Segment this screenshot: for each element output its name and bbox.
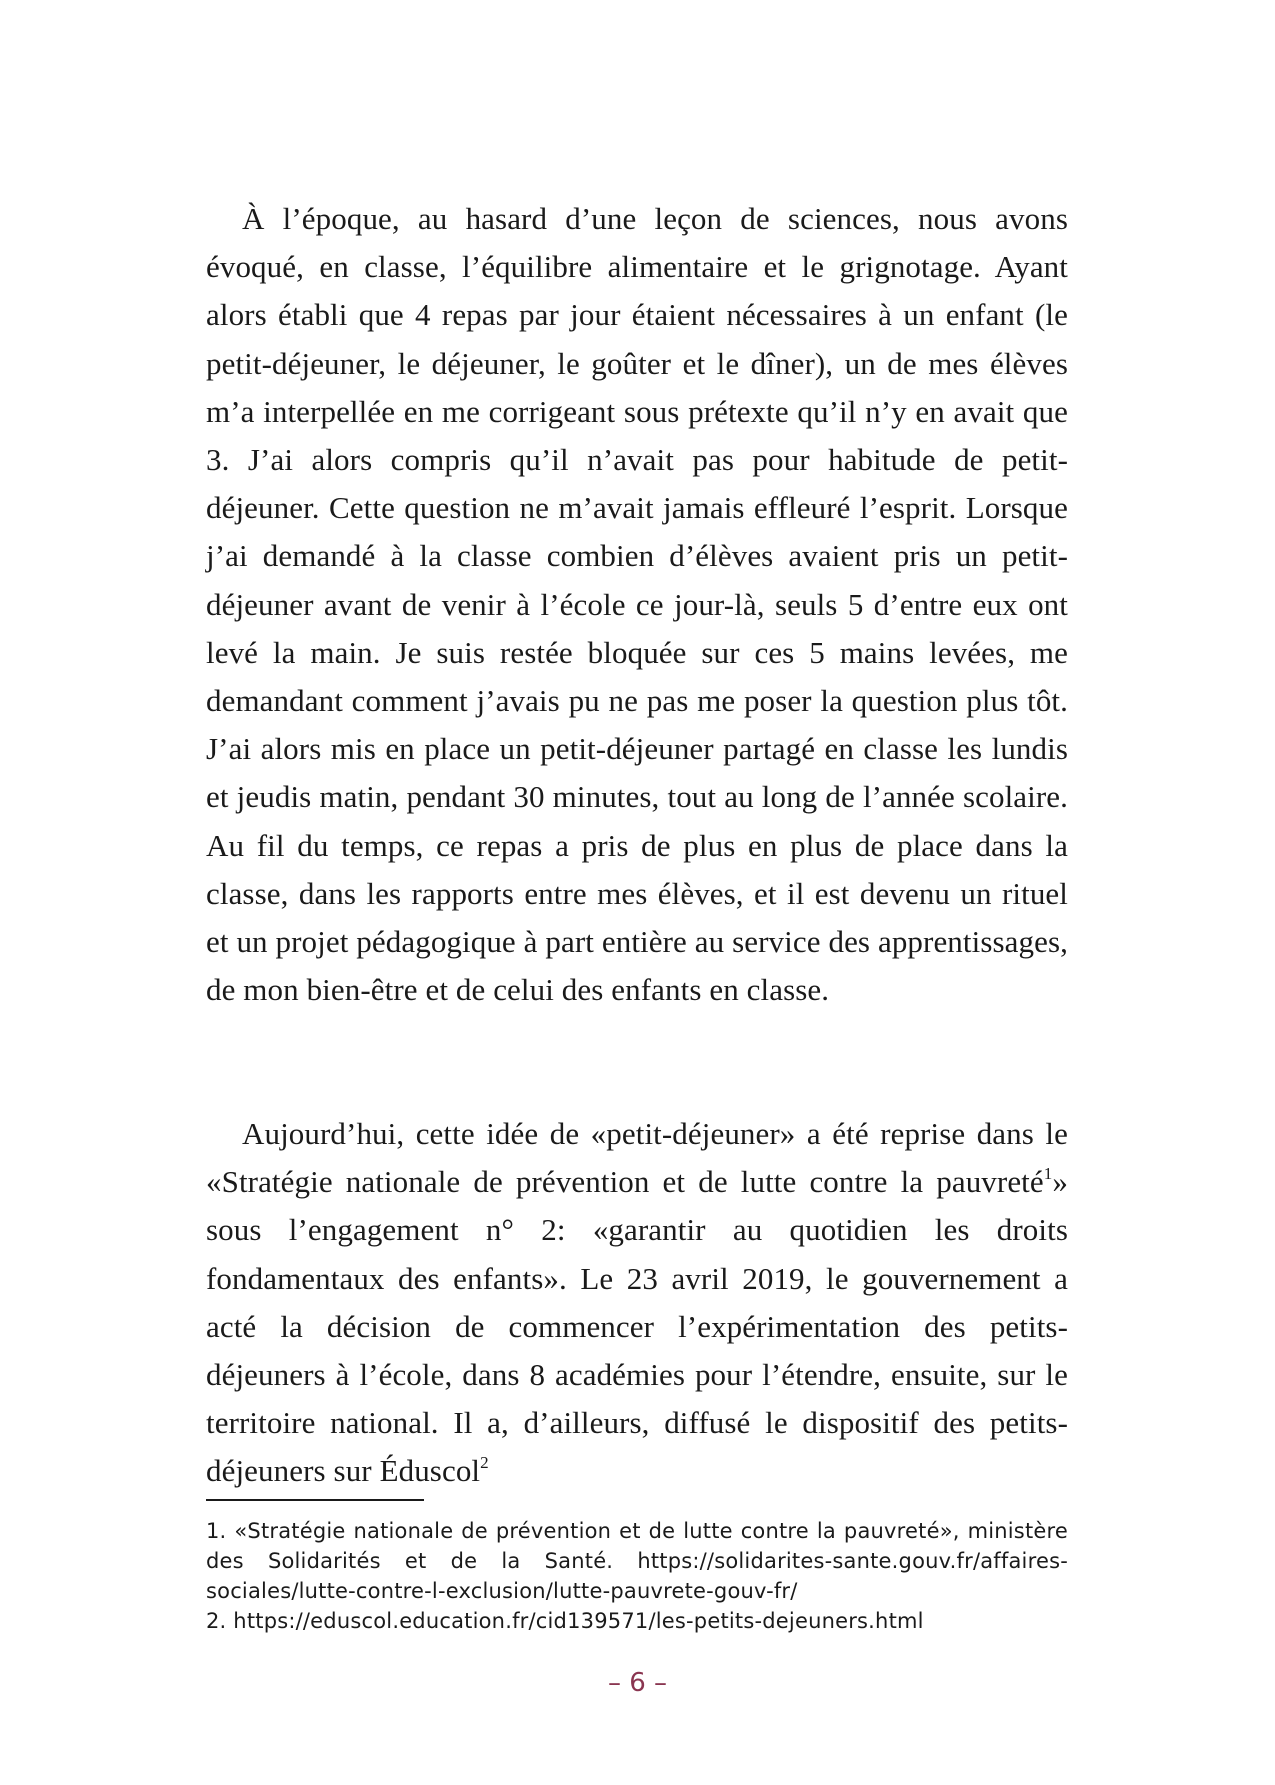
- page-number-value: 6: [629, 1668, 646, 1698]
- paragraph-text: [206, 1110, 1068, 1496]
- page-number-dash-right: –: [654, 1668, 668, 1698]
- footnote-ref-2[interactable]: 2: [480, 1453, 489, 1473]
- paragraph-text-part-1: Aujourd’hui, cette idée de «petit-déjeuner» a été reprise dans le «Stratégie nationale de prévention et de lutte contre la pauvreté: [206, 1116, 1068, 1200]
- page-number: [0, 1668, 1275, 1698]
- paragraph-text: À l’époque, au hasard d’une leçon de sciences, nous avons évoqué, en classe, l’équilibre alimentaire et le grignotage. Ayant alors établi que 4 repas par jour étaient nécessaires à un enfant (le petit-déjeuner, le déjeuner, le goûter et le dîner), un de mes élèves m’a interpellée en me corrigeant sous prétexte qu’il n’y en avait que 3. J’ai alors compris qu’il n’avait pas pour habitude de petit-déjeuner. Cette question ne m’avait jamais effleuré l’esprit. Lorsque j’ai demandé à la classe combien d’élèves avaient pris un petit-déjeuner avant de venir à l’école ce jour-là, seuls 5 d’entre eux ont levé la main. Je suis restée bloquée sur ces 5 mains levées, me demandant comment j’avais pu ne pas me poser la question plus tôt. J’ai alors mis en place un petit-déjeuner partagé en classe les lundis et jeudis matin, pendant 30 minutes, tout au long de l’année scolaire. Au fil du temps, ce repas a pris de plus en plus de place dans la classe, dans les rapports entre mes élèves, et il est devenu un rituel et un projet pédagogique à part entière au service des apprentissages, de mon bien-être et de celui des enfants en classe.: [206, 201, 1068, 1008]
- page-number-dash-left: –: [607, 1668, 621, 1698]
- body-paragraph-2: [206, 1110, 1068, 1496]
- paragraph-text-part-2: » sous l’engagement n° 2: «garantir au quotidien les droits fondamentaux des enfants». Le 23 avril 2019, le gouvernement a acté la décision de commencer l’expérimentation des petits-déjeuners à l’école, dans 8 académies pour l’étendre, ensuite, sur le territoire national. Il a, d’ailleurs, diffusé le dispositif des petits-déjeuners sur Éduscol: [206, 1164, 1068, 1489]
- footnote-divider: [206, 1499, 424, 1501]
- footnote-ref-1[interactable]: 1: [1043, 1164, 1053, 1184]
- body-paragraph-1: [206, 195, 1068, 1014]
- footnote-1: 1. «Stratégie nationale de prévention et de lutte contre la pauvreté», ministère des Solidarités et de la Santé. https://solidarites-sante.gouv.fr/affaires-sociales/lutte-contre-l-exclusion/lutte-pauvrete-gouv-fr/: [206, 1519, 1068, 1603]
- footnote-2: 2. https://eduscol.education.fr/cid139571/les-petits-dejeuners.html: [206, 1609, 924, 1633]
- footnotes-section: [206, 1516, 1068, 1636]
